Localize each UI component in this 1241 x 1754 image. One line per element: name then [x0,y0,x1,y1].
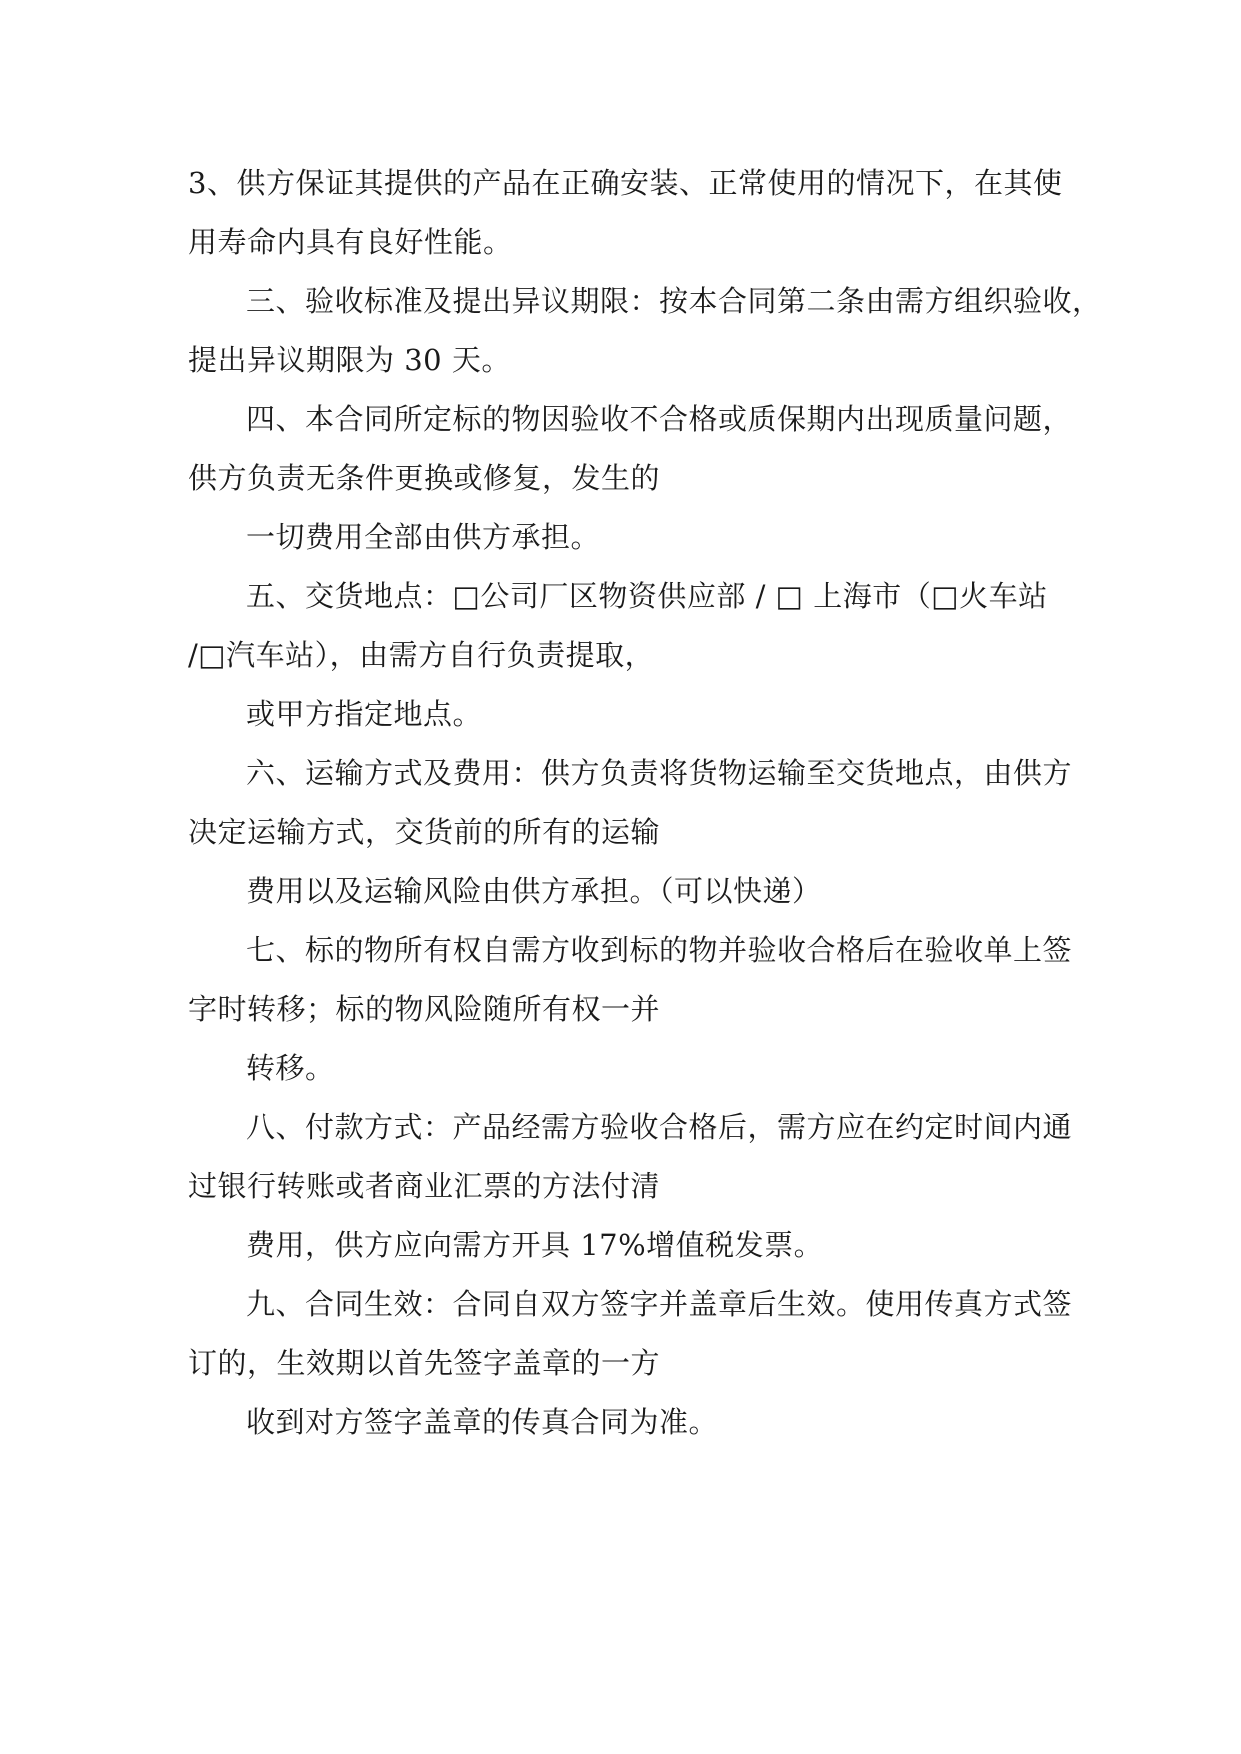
clause-liu-line-2: 决定运输方式，交货前的所有的运输 [188,815,661,849]
clause-qi-line-2: 字时转移；标的物风险随所有权一并 [188,992,661,1026]
clause-si-line-1: 四、本合同所定标的物因验收不合格或质保期内出现质量问题， [246,402,1073,436]
clause-san-line-2: 提出异议期限为 30 天。 [188,343,511,377]
clause-ba-line-3: 费用，供方应向需方开具 17%增值税发票。 [246,1228,824,1262]
clause-3-line-1: 3、供方保证其提供的产品在正确安装、正常使用的情况下，在其使 [188,166,1063,200]
clause-san-line-1: 三、验收标准及提出异议期限：按本合同第二条由需方组织验收， [246,284,1102,318]
clause-si-line-3: 一切费用全部由供方承担。 [246,520,601,554]
clause-qi-line-1: 七、标的物所有权自需方收到标的物并验收合格后在验收单上签 [246,933,1073,967]
clause-liu-line-3: 费用以及运输风险由供方承担。（可以快递） [246,874,822,908]
clause-ba-line-1: 八、付款方式：产品经需方验收合格后，需方应在约定时间内通 [246,1110,1073,1144]
clause-liu-line-1: 六、运输方式及费用：供方负责将货物运输至交货地点，由供方 [246,756,1073,790]
clause-wu-line-1: 五、交货地点：□公司厂区物资供应部 / □ 上海市（□火车站 [246,579,1048,613]
clause-wu-line-3: 或甲方指定地点。 [246,697,483,731]
clause-jiu-line-2: 订的，生效期以首先签字盖章的一方 [188,1346,661,1380]
clause-wu-line-2: /□汽车站），由需方自行负责提取， [188,638,655,672]
clause-jiu-line-3: 收到对方签字盖章的传真合同为准。 [246,1405,719,1439]
clause-jiu-line-1: 九、合同生效：合同自双方签字并盖章后生效。使用传真方式签 [246,1287,1073,1321]
clause-3-line-2: 用寿命内具有良好性能。 [188,225,513,259]
clause-ba-line-2: 过银行转账或者商业汇票的方法付清 [188,1169,661,1203]
clause-qi-line-3: 转移。 [246,1051,335,1085]
clause-si-line-2: 供方负责无条件更换或修复，发生的 [188,461,661,495]
